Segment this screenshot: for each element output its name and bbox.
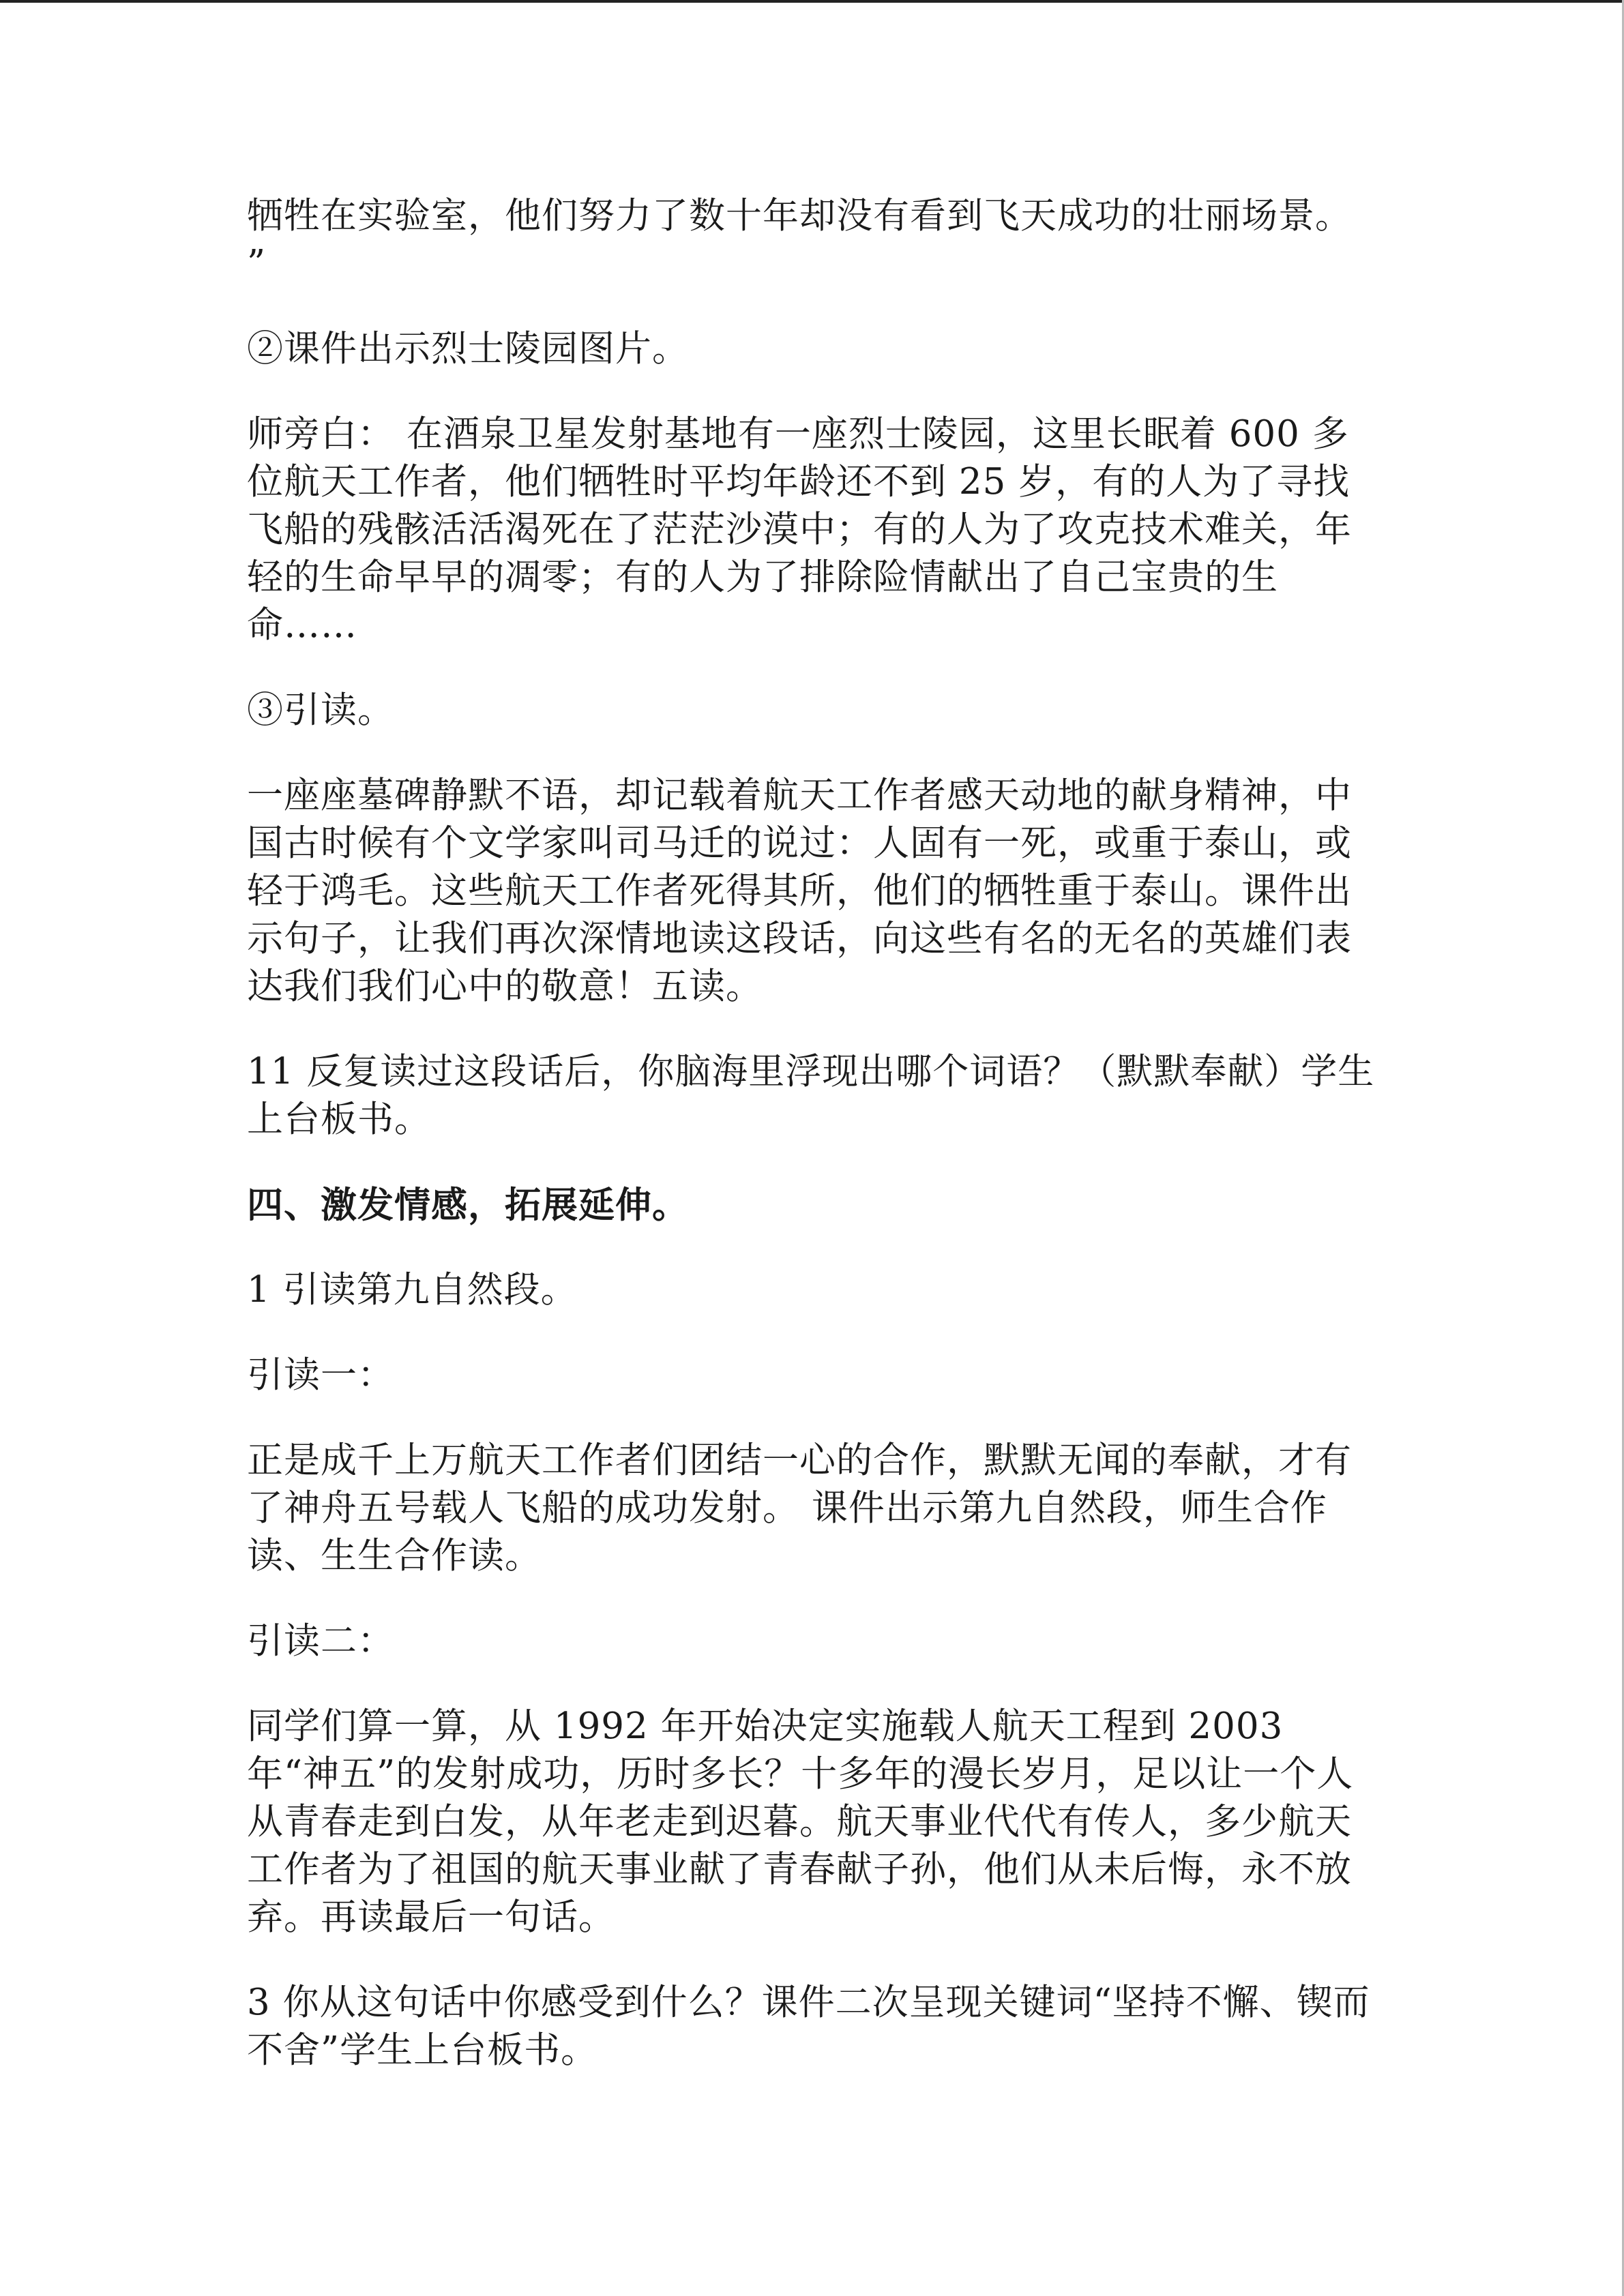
- paragraph-sacrifice-lab: 牺牲在实验室，他们努力了数十年却没有看到飞天成功的壮丽场景。 ”: [247, 195, 1352, 284]
- paragraph-show-cemetery: ②课件出示烈士陵园图片。: [247, 328, 689, 370]
- paragraph-tombstones: 一座座墓碑静默不语，却记载着航天工作者感天动地的献身精神，中国古时候有个文学家叫司马迁的说过：人固有一死，或重于泰山，或轻于鸿毛。这些航天工作者死得其所，他们的牺牲重于泰山。课件出示句子，让我们再次深情地读这段话，向这些有名的无名的英雄们表达我们我们心中的敬意！五读。: [247, 775, 1352, 1007]
- paragraph-guide-two-label: 引读二：: [247, 1620, 394, 1662]
- page-top-border: [0, 0, 1624, 3]
- paragraph-silent-dedication: 11 反复读过这段话后，你脑海里浮现出哪个词语？（默默奉献）学生上台板书。: [247, 1051, 1375, 1140]
- paragraph-guide-two-text: 同学们算一算，从 1992 年开始决定实施载人航天工程到 2003 年“神五”的发射成功，历时多长？十多年的漫长岁月，足以让一个人从青春走到白发，从年老走到迟暮。航天事业代代有传人，多少航天工作者为了祖国的航天事业献了青春献子孙，他们从未后悔，永不放弃。再读最后一句话。: [247, 1705, 1354, 1938]
- paragraph-guide-one-text: 正是成千上万航天工作者们团结一心的合作，默默无闻的奉献，才有了神舟五号载人飞船的成功发射。 课件出示第九自然段，师生合作读、生生合作读。: [247, 1440, 1352, 1577]
- paragraph-feeling-question: 3 你从这句话中你感受到什么？课件二次呈现关键词“坚持不懈、锲而不舍”学生上台板书。: [247, 1982, 1370, 2071]
- paragraph-guide-one-label: 引读一：: [247, 1354, 394, 1396]
- section-heading-four: 四、激发情感，拓展延伸。: [247, 1184, 689, 1226]
- paragraph-teacher-narration: 师旁白： 在酒泉卫星发射基地有一座烈士陵园，这里长眠着 600 多位航天工作者，他们牺牲时平均年龄还不到 25 岁，有的人为了寻找飞船的残骸活活渴死在了茫茫沙漠中；有的人为了攻克技术难关，年轻的生命早早的凋零；有的人为了排除险情献出了自己宝贵的生命……: [247, 413, 1352, 646]
- document-body: [247, 192, 1379, 2112]
- paragraph-read-ninth: 1 引读第九自然段。: [247, 1269, 578, 1311]
- paragraph-guided-reading-3: ③引读。: [247, 689, 394, 731]
